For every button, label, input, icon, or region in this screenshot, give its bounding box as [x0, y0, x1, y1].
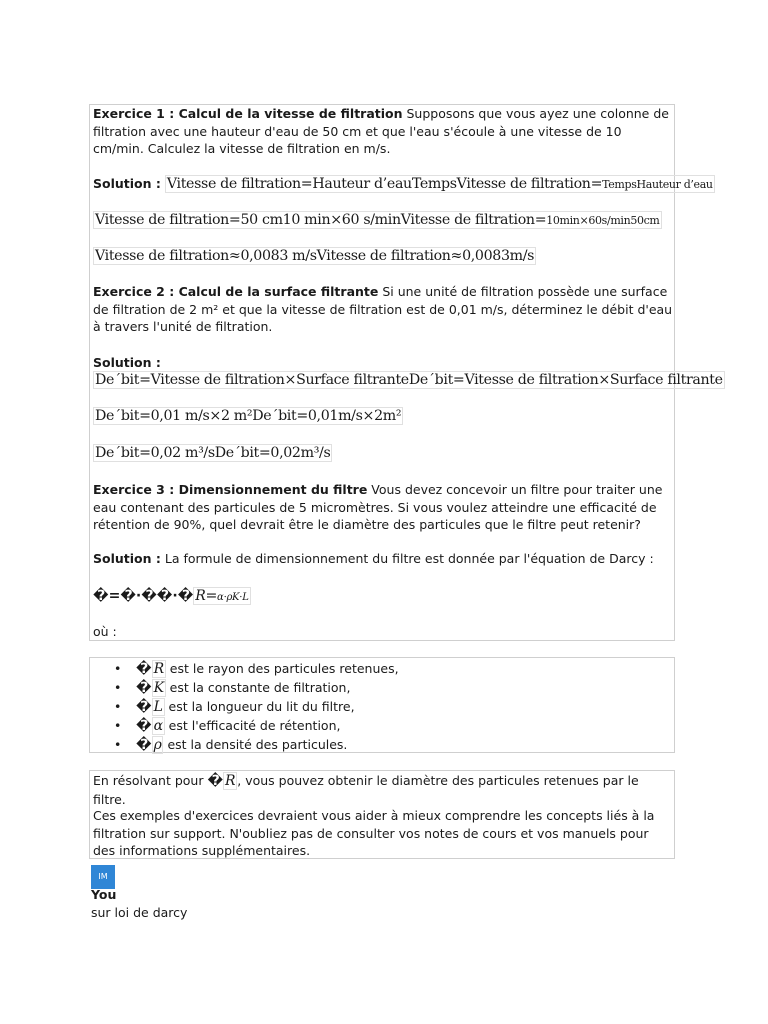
bullet-marker: •: [114, 699, 122, 714]
exercise-2-solution-line-1: [93, 371, 725, 390]
list-item: [90, 736, 399, 755]
bullet-marker: •: [114, 661, 122, 676]
formula-rhs: α⋅ρK⋅L: [217, 592, 249, 603]
conclusion-text-start: En résolvant pour: [93, 773, 208, 788]
message-author: You: [91, 887, 117, 902]
definitions-block: [89, 657, 675, 753]
formula-rendered-fraction: 10min×60s/min50cm: [546, 214, 660, 227]
exercise-1-paragraph: [93, 105, 673, 158]
replacement-glyph: �: [207, 773, 224, 789]
exercise-3-solution-text: La formule de dimensionnement du filtre est donnée par l'équation de Darcy :: [160, 551, 654, 566]
formula-garbled: �=�⋅��⋅�: [93, 588, 194, 604]
exercise-2-title: Exercice 2 : Calcul de la surface filtrante: [93, 284, 379, 299]
exercise-1-formula-1: [165, 175, 715, 193]
list-item: [90, 660, 399, 679]
conclusion-paragraph-2: Ces exemples d'exercices devraient vous aider à mieux comprendre les concepts liés à la filtration sur support. N'oubliez pas de consulter vos notes de cours et vos manuels pour des informations supplémentaires.: [93, 808, 655, 858]
definitions-list: [90, 660, 399, 755]
definition-text: est l'efficacité de rétention,: [164, 718, 341, 733]
formula-rendered: Vitesse de filtration=: [456, 176, 603, 192]
exercises-block: [89, 104, 723, 641]
replacement-glyph: �: [136, 661, 152, 677]
list-item: [90, 698, 399, 717]
list-item: [90, 679, 399, 698]
exercise-1-formula-2: [93, 211, 662, 229]
exercise-2-text: Si une unité de filtration possède une surface de filtration de 2 m² et que la vitesse de filtration est de 0,01 m/s, déterminez le débit d'eau à travers l'unité de filtration.: [93, 284, 673, 334]
symbol: L: [153, 699, 163, 715]
symbol: R: [225, 773, 236, 789]
exercise-2-formula-2: De´bit=0,01 m/s×2 m²De´bit=0,01m/s×2m²: [95, 408, 402, 424]
exercise-1-solution-line-1: [93, 175, 715, 194]
bullet-marker: •: [114, 680, 122, 695]
formula-equals: =: [205, 588, 218, 604]
definition-text: est la constante de filtration,: [165, 680, 351, 695]
formula-symbol-r: R: [195, 588, 206, 604]
exercise-3-title: Exercice 3 : Dimensionnement du filtre: [93, 482, 368, 497]
darcy-formula: [193, 587, 250, 605]
conclusion-text-end: , vous pouvez obtenir le diamètre des particules retenues par le filtre.: [93, 773, 639, 807]
definition-text: est le rayon des particules retenues,: [165, 661, 399, 676]
exercise-1-formula-3: Vitesse de filtration≈0,0083 m/sVitesse de filtration≈0,0083m/s: [95, 248, 535, 264]
replacement-glyph: �: [136, 699, 152, 715]
exercise-1-title: Exercice 1 : Calcul de la vitesse de filtration: [93, 106, 403, 121]
conclusion-block: [89, 770, 675, 859]
user-message: sur loi de darcy: [91, 905, 188, 920]
exercise-2-formula-3: De´bit=0,02 m³/sDe´bit=0,02m³/s: [95, 445, 331, 461]
replacement-glyph: �: [136, 718, 152, 734]
bullet-marker: •: [114, 718, 122, 733]
exercise-1-solution-line-2: [93, 211, 662, 230]
exercise-2-solution-line-3: [93, 444, 332, 463]
definition-text: est la longueur du lit du filtre,: [164, 699, 355, 714]
exercise-2-solution-label-line: [93, 354, 161, 372]
replacement-glyph: �: [136, 737, 152, 753]
avatar: IM: [91, 865, 115, 889]
formula-rendered-fraction: TempsHauteur d’eau: [602, 178, 713, 191]
formula-linear: Vitesse de filtration=50 cm10 min×60 s/min: [95, 212, 401, 228]
exercise-2-paragraph: [93, 283, 673, 336]
exercise-3-solution-label: Solution :: [93, 551, 161, 566]
exercise-1-solution-label: Solution :: [93, 176, 161, 191]
exercise-2-formula-1: De´bit=Vitesse de filtration×Surface filtranteDe´bit=Vitesse de filtration×Surface filtrante: [95, 372, 723, 388]
formula-linear: Vitesse de filtration=Hauteur d’eauTemps: [166, 176, 457, 192]
formula-rendered: Vitesse de filtration=: [400, 212, 547, 228]
replacement-glyph: �: [136, 680, 152, 696]
exercise-3-paragraph: [93, 481, 673, 534]
exercise-2-solution-label: Solution :: [93, 355, 161, 370]
conclusion-paragraph-1: [93, 772, 673, 808]
exercise-1-solution-line-3: [93, 247, 536, 266]
exercise-3-solution-paragraph: [93, 550, 673, 568]
list-item: [90, 717, 399, 736]
where-label: où :: [93, 624, 117, 639]
exercise-2-solution-line-2: [93, 407, 403, 426]
symbol: K: [153, 680, 164, 696]
exercise-3-text: Vous devez concevoir un filtre pour traiter une eau contenant des particules de 5 micromètres. Si vous voulez atteindre une efficacité de rétention de 90%, quel devrait être le diamètre des particules que le filtre peut retenir?: [93, 482, 663, 532]
symbol: R: [153, 661, 164, 677]
bullet-marker: •: [114, 737, 122, 752]
definition-text: est la densité des particules.: [163, 737, 348, 752]
symbol: ρ: [153, 737, 162, 753]
symbol: α: [153, 718, 163, 734]
exercise-3-darcy-formula-line: [93, 587, 251, 607]
exercise-1-text: Supposons que vous ayez une colonne de filtration avec une hauteur d'eau de 50 cm et que l'eau s'écoule à une vitesse de 10 cm/min. Calculez la vitesse de filtration en m/s.: [93, 106, 669, 156]
